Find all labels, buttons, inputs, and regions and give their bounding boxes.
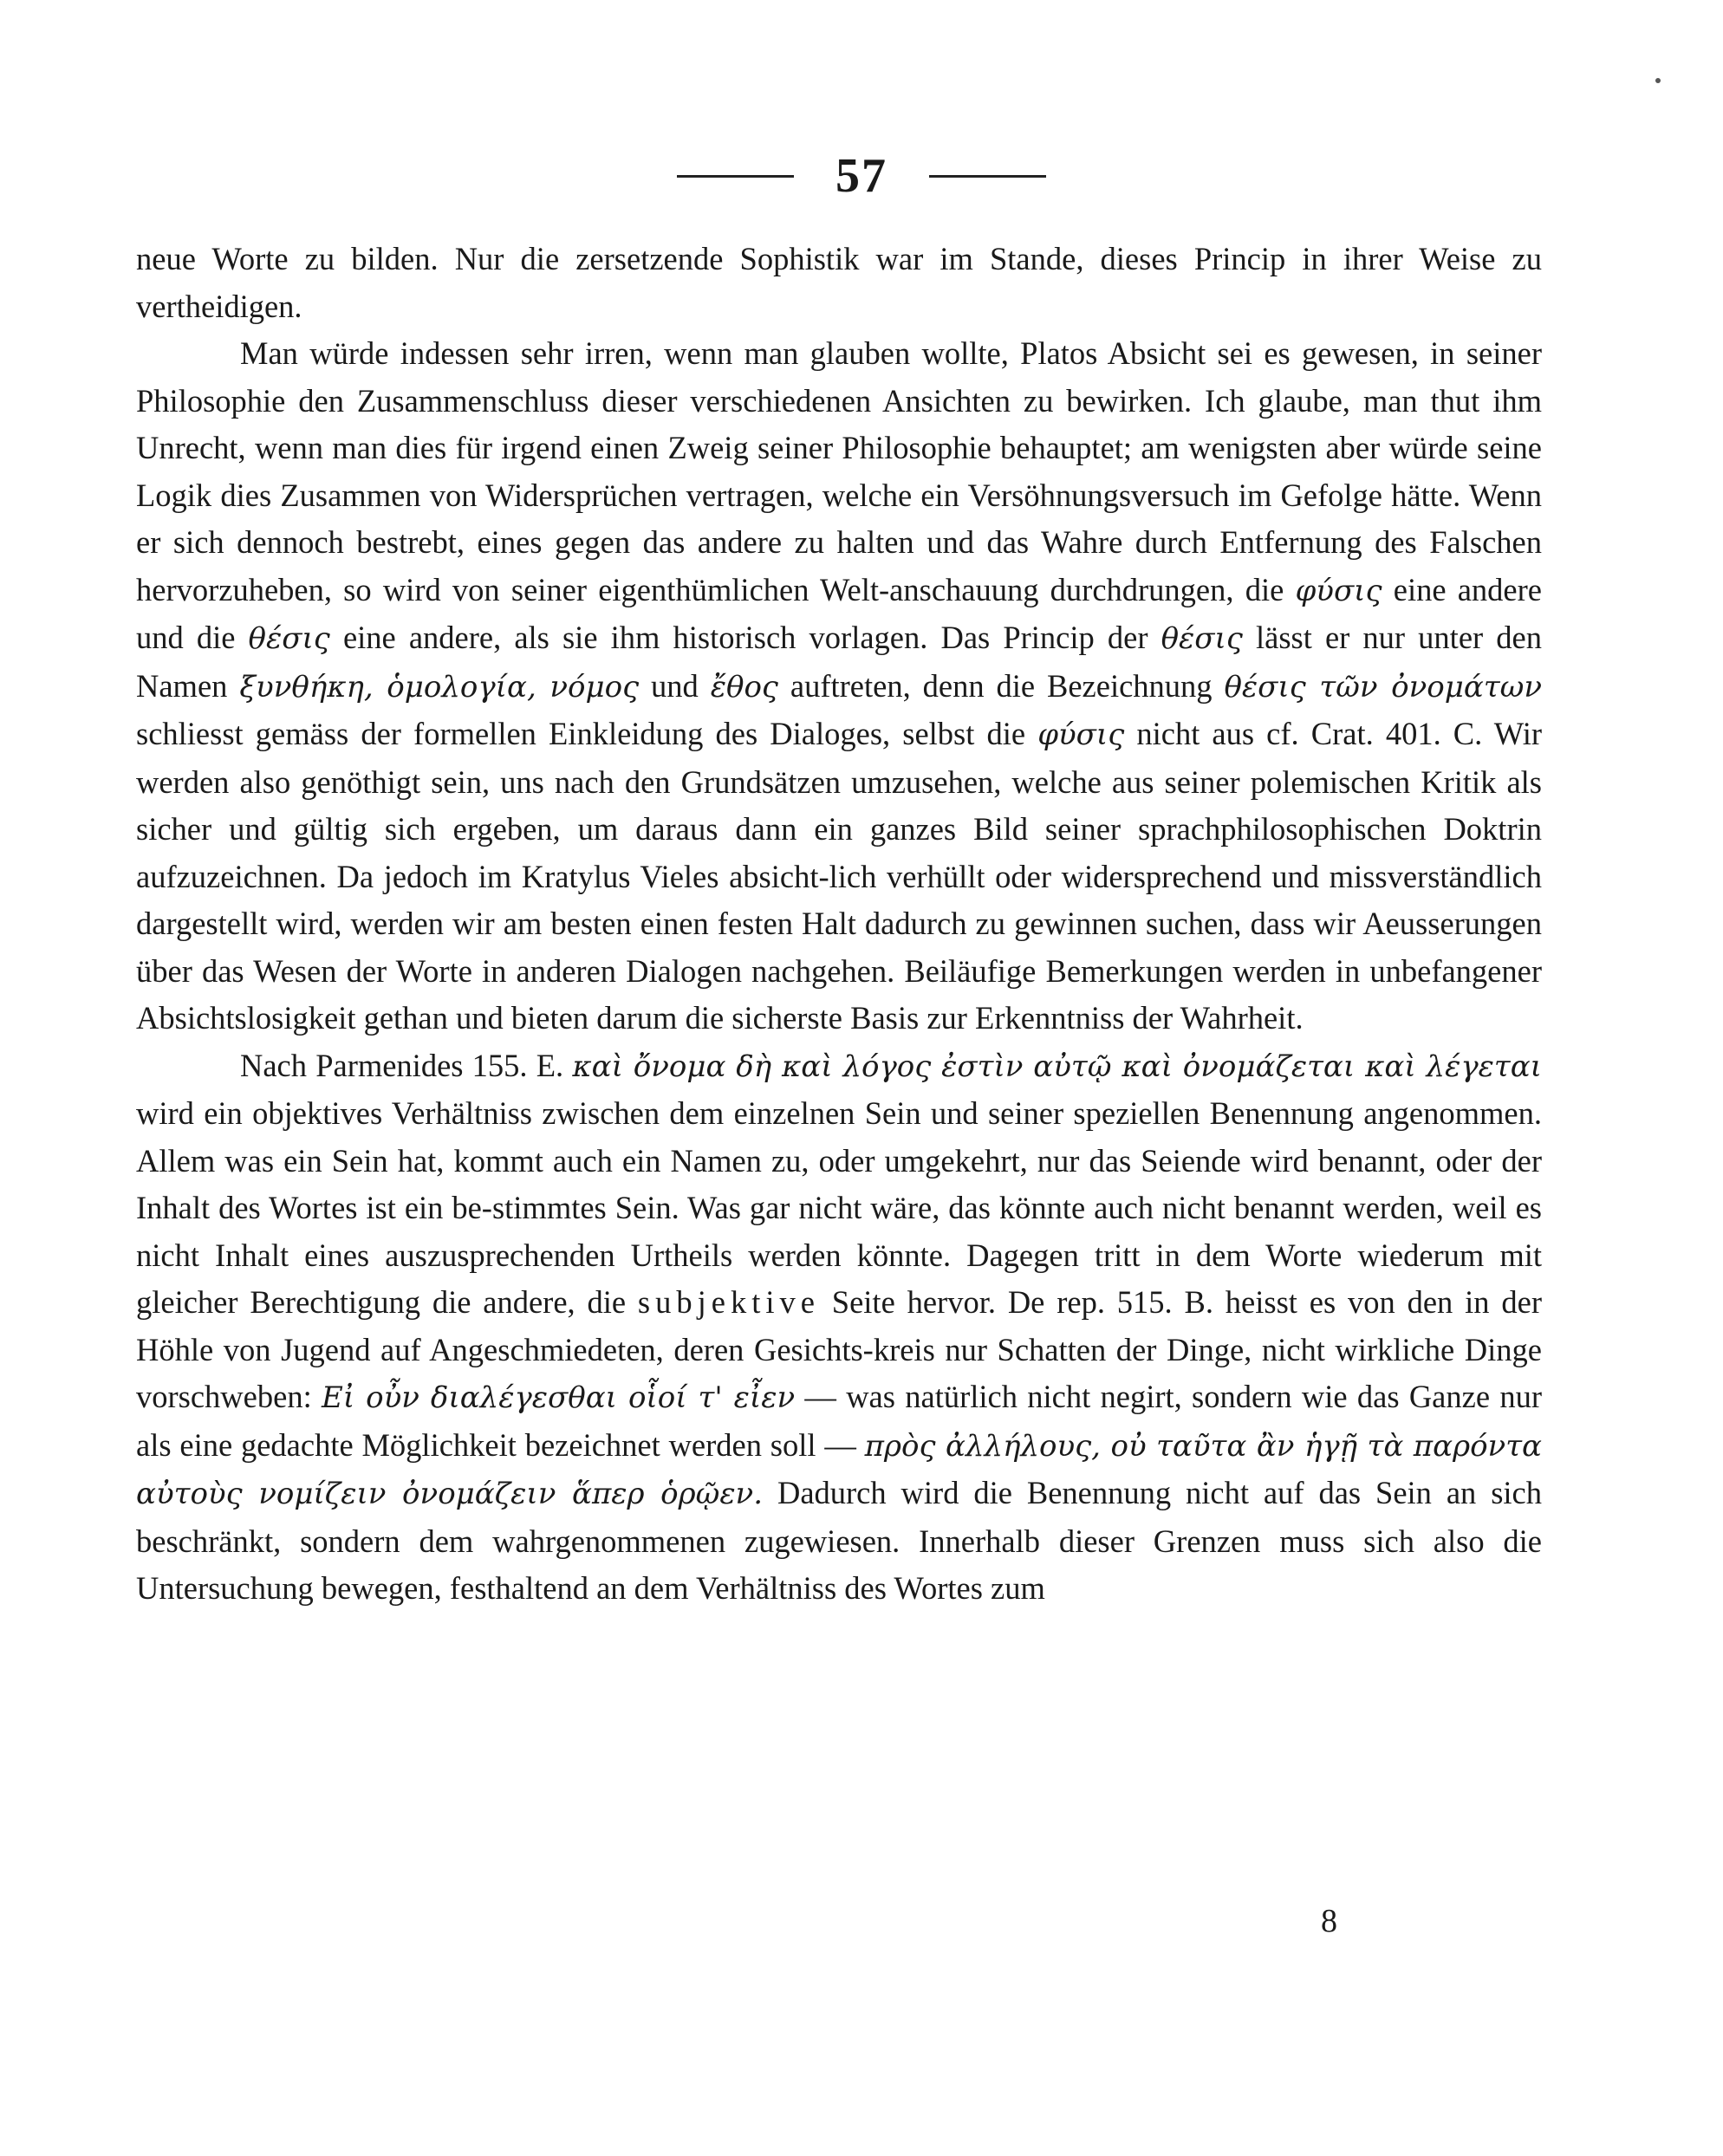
greek-phrase: πρὸς ἀλλήλους, οὐ ταῦτα ἂν ἡγῇ τὰ παρόντα αὐτοὺς νομίζειν ὀνομάζειν ἅπερ ὁρῷεν.	[136, 1428, 1542, 1511]
text-run: und	[639, 667, 711, 704]
scan-speck	[1655, 78, 1661, 83]
page-number: 57	[835, 149, 888, 203]
paragraph	[136, 330, 1542, 1042]
text-run: Dadurch wird die Benennung nicht auf das Sein an sich beschränkt, sondern dem wahrgenommenen zugewiesen. Innerhalb dieser Grenzen muss sich also die Untersuchung bewegen, festhaltend an dem Verhältniss des Wortes zum	[136, 1475, 1542, 1606]
text-run: Seite hervor. De rep. 515. B. heisst es von den in der Höhle von Jugend auf Angeschmiedeten, deren Gesichts-kreis nur Schatten der Dinge, nicht wirkliche Dinge vorschweben:	[136, 1284, 1542, 1414]
text-run: auftreten, denn die Bezeichnung	[777, 667, 1225, 704]
greek-phrase: καὶ ὄνομα δὴ καὶ λόγος ἐστὶν αὐτῷ καὶ ὀνομάζεται καὶ λέγεται	[572, 1049, 1542, 1084]
body-text	[136, 236, 1542, 1613]
text-run: wird ein objektives Verhältniss zwischen dem einzelnen Sein und seiner speziellen Benennung angenommen. Allem was ein Sein hat, kommt auch ein Namen zu, oder umgekehrt, nur das Seiende wird benannt, oder der Inhalt des Wortes ist ein be-stimmtes Sein. Was gar nicht wäre, das könnte auch nicht benannt werden, weil es nicht Inhalt eines auszusprechenden Urtheils werden könnte. Dagegen tritt in dem Worte wiederum mit gleicher Berechtigung die andere, die	[136, 1095, 1542, 1320]
greek-phrase: θέσις	[1161, 621, 1243, 656]
greek-phrase: φύσις	[1037, 718, 1125, 752]
greek-phrase: ξυνθήκη, ὁμολογία, νόμος	[239, 669, 640, 705]
page-header	[0, 146, 1723, 206]
text-run: — was natürlich nicht negirt, sondern wie das Ganze nur als eine gedachte Möglichkeit bezeichnet werden soll —	[136, 1379, 1542, 1463]
header-rule-left	[677, 175, 794, 178]
text-run: eine andere und die	[136, 571, 1542, 655]
text-run: Nach Parmenides 155. E.	[240, 1047, 573, 1083]
sheet-signature: 8	[1321, 1903, 1337, 1939]
paragraph	[136, 1042, 1542, 1613]
paragraph	[136, 236, 1542, 330]
text-run: schliesst gemäss der formellen Einkleidung des Dialoges, selbst die	[136, 716, 1038, 751]
text-run: nicht aus cf. Crat. 401. C. Wir werden also genöthigt sein, uns nach den Grundsätzen umzusehen, welche aus seiner polemischen Kritik als sicher und gültig sich ergeben, um daraus dann ein ganzes Bild seiner sprachphilosophischen Doktrin aufzuzeichnen. Da jedoch im Kratylus Vieles absicht-lich verhüllt oder widersprechend und missverständlich dargestellt wird, werden wir am besten einen festen Halt dadurch zu gewinnen suchen, dass wir Aeusserungen über das Wesen der Worte in anderen Dialogen nachgehen. Beiläufige Bemerkungen werden in unbefangener Absichtslosigkeit gethan und bieten darum die sicherste Basis zur Erkenntniss der Wahrheit.	[136, 716, 1542, 1036]
text-run: eine andere, als sie ihm historisch vorlagen. Das Princip der	[329, 620, 1161, 655]
greek-phrase: Εἰ οὖν διαλέγεσθαι οἷοί τ' εἶεν	[322, 1380, 796, 1415]
spaced-emphasis: subjektive	[637, 1284, 820, 1320]
text-run: Man würde indessen sehr irren, wenn man glauben wollte, Platos Absicht sei es gewesen, in seiner Philosophie den Zusammenschluss dieser verschiedenen Ansichten zu bewirken. Ich glaube, man thut ihm Unrecht, wenn man dies für irgend einen Zweig seiner Philosophie behauptet; am wenigsten aber würde seine Logik dies Zusammen von Widersprüchen vertragen, welche ein Versöhnungsversuch im Gefolge hätte. Wenn er sich dennoch bestrebt, eines gegen das andere zu halten und das Wahre durch Entfernung des Falschen hervorzuheben, so wird von seiner eigenthümlichen Welt-anschauung durchdrungen, die	[136, 335, 1542, 607]
greek-phrase: ἔθος	[710, 669, 778, 705]
text-run: lässt er nur unter den Namen	[136, 620, 1542, 704]
greek-phrase: θέσις τῶν ὀνομάτων	[1224, 669, 1543, 705]
header-rule-right	[929, 175, 1046, 178]
text-run: neue Worte zu bilden. Nur die zersetzende Sophistik war im Stande, dieses Princip in ihrer Weise zu vertheidigen.	[136, 241, 1542, 324]
greek-phrase: φύσις	[1295, 573, 1382, 608]
greek-phrase: θέσις	[248, 621, 330, 656]
